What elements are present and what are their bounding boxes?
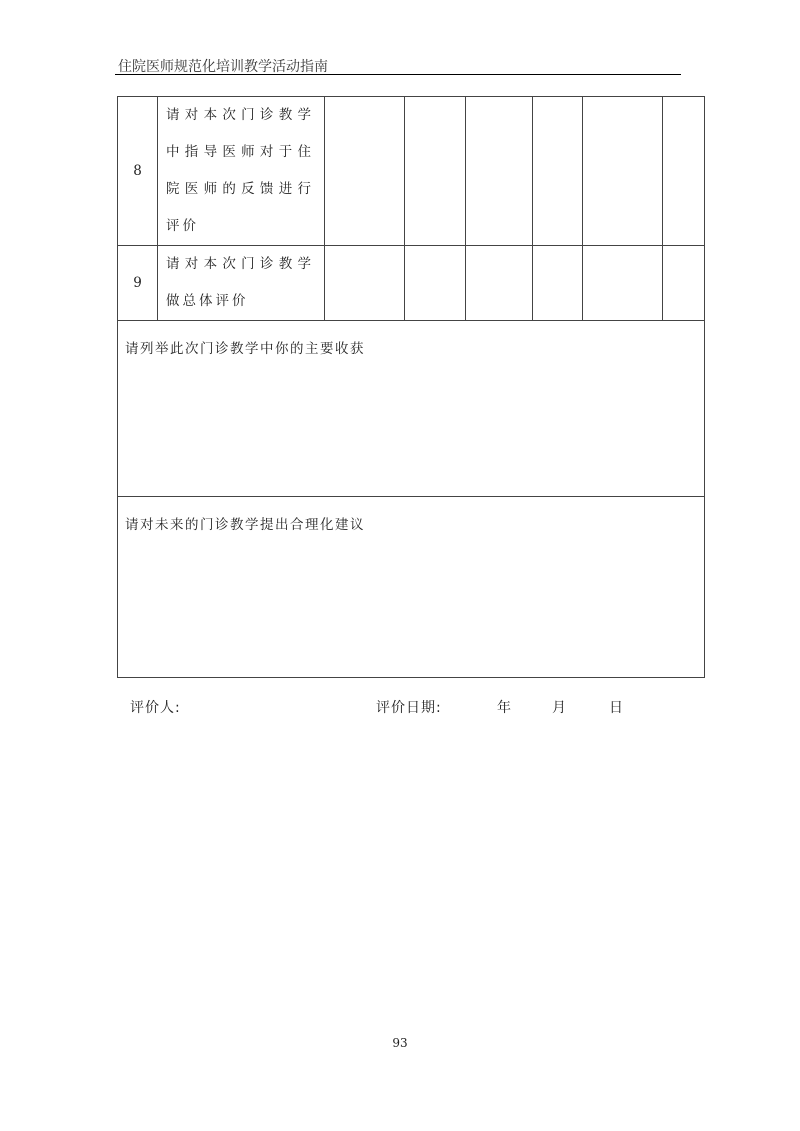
open-question-prompt: 请对未来的门诊教学提出合理化建议 <box>125 517 365 533</box>
rating-cell[interactable] <box>583 97 663 246</box>
rating-cell[interactable] <box>466 246 533 321</box>
item-question: 请对本次门诊教学中指导医师对于住院医师的反馈进行评价 <box>158 97 325 246</box>
evaluator-label: 评价人: <box>130 700 181 716</box>
main-gains-field[interactable] <box>118 321 705 497</box>
rating-cell[interactable] <box>405 97 466 246</box>
table-row <box>118 246 705 321</box>
rating-cell[interactable] <box>533 246 583 321</box>
rating-cell[interactable] <box>663 97 705 246</box>
open-question-row <box>118 497 705 678</box>
rating-cell[interactable] <box>466 97 533 246</box>
item-number: 9 <box>118 246 158 321</box>
rating-cell[interactable] <box>405 246 466 321</box>
evaluation-date-label: 评价日期: <box>376 700 442 716</box>
evaluation-table <box>117 96 705 678</box>
rating-cell[interactable] <box>583 246 663 321</box>
month-label: 月 <box>552 700 567 716</box>
rating-cell[interactable] <box>533 97 583 246</box>
open-question-prompt: 请列举此次门诊教学中你的主要收获 <box>125 341 365 357</box>
rating-cell[interactable] <box>663 246 705 321</box>
running-header: 住院医师规范化培训教学活动指南 <box>118 59 328 75</box>
suggestions-field[interactable] <box>118 497 705 678</box>
table-row <box>118 97 705 246</box>
item-question: 请对本次门诊教学做总体评价 <box>158 246 325 321</box>
rating-cell[interactable] <box>325 97 405 246</box>
day-label: 日 <box>609 700 624 716</box>
rating-cell[interactable] <box>325 246 405 321</box>
page-number: 93 <box>392 1036 408 1050</box>
item-number: 8 <box>118 97 158 246</box>
header-rule <box>115 74 681 75</box>
open-question-row <box>118 321 705 497</box>
year-label: 年 <box>497 700 512 716</box>
